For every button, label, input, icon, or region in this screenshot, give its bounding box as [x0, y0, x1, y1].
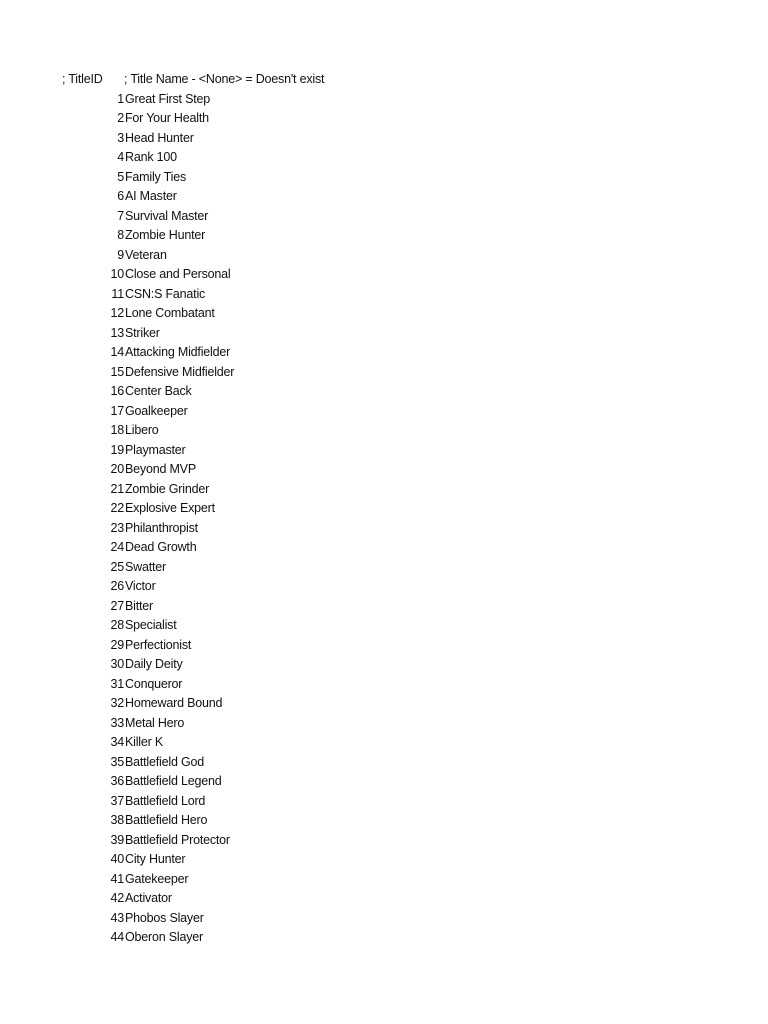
title-name: Family Ties [125, 169, 187, 184]
list-item [0, 246, 768, 266]
list-item [0, 694, 768, 714]
title-id: 44 [110, 930, 124, 944]
list-item [0, 558, 768, 578]
title-name: Survival Master [125, 208, 209, 223]
title-name: Striker [125, 325, 160, 340]
list-item [0, 675, 768, 695]
title-name: Goalkeeper [125, 403, 188, 418]
title-name: Specialist [125, 618, 177, 632]
title-id: 20 [110, 462, 124, 476]
title-name: Libero [125, 423, 159, 437]
list-item [0, 343, 768, 363]
list-item [0, 616, 768, 636]
title-id: 38 [110, 813, 124, 827]
list-item [0, 889, 768, 909]
title-name: CSN:S Fanatic [125, 286, 206, 301]
title-name: Defensive Midfielder [125, 364, 235, 379]
title-name: Battlefield God [125, 754, 204, 769]
title-name: Explosive Expert [125, 501, 215, 515]
title-name: Perfectionist [125, 637, 192, 652]
title-name: Zombie Grinder [125, 481, 210, 496]
list-item [0, 129, 768, 149]
title-name: Attacking Midfielder [125, 345, 231, 359]
title-id: 2 [117, 111, 124, 125]
title-id: 10 [110, 267, 124, 281]
list-item [0, 324, 768, 344]
list-item [0, 811, 768, 831]
list-item [0, 909, 768, 929]
title-id: 31 [110, 676, 124, 691]
title-id: 40 [110, 852, 124, 866]
list-item [0, 499, 768, 519]
title-name: Phobos Slayer [125, 910, 204, 925]
title-name: AI Master [125, 189, 177, 203]
title-id: 35 [110, 754, 124, 769]
title-id: 34 [110, 735, 124, 749]
list-item [0, 148, 768, 168]
list-item [0, 421, 768, 441]
title-name: Battlefield Lord [125, 793, 206, 808]
title-name: Conqueror [125, 676, 183, 691]
list-item [0, 772, 768, 792]
title-name: Rank 100 [125, 150, 177, 164]
header-title-id: ; TitleID [62, 72, 103, 86]
list-item [0, 480, 768, 500]
title-id: 26 [110, 579, 124, 593]
list-item [0, 187, 768, 207]
title-id: 11 [111, 286, 124, 301]
title-name: Dead Growth [125, 540, 197, 554]
title-list [0, 90, 768, 948]
title-name: Killer K [125, 735, 163, 749]
list-item [0, 168, 768, 188]
title-id: 27 [110, 598, 124, 613]
title-name: Metal Hero [125, 715, 185, 730]
list-item [0, 265, 768, 285]
title-id: 15 [110, 364, 124, 379]
list-item [0, 792, 768, 812]
title-name: Daily Deity [125, 657, 183, 671]
title-name: Battlefield Legend [125, 774, 222, 788]
list-item [0, 441, 768, 461]
title-id: 22 [110, 501, 124, 515]
title-id: 41 [110, 871, 124, 886]
list-item [0, 733, 768, 753]
title-id: 6 [117, 189, 124, 203]
title-name: Activator [125, 891, 172, 905]
list-item [0, 753, 768, 773]
title-id: 36 [110, 774, 124, 788]
list-item [0, 597, 768, 617]
title-name: Battlefield Hero [125, 813, 208, 827]
list-item [0, 226, 768, 246]
title-name: Zombie Hunter [125, 228, 206, 242]
title-id: 16 [110, 384, 124, 398]
title-name: Playmaster [125, 442, 186, 457]
list-item [0, 831, 768, 851]
list-item [0, 655, 768, 675]
title-name: Center Back [125, 384, 192, 398]
title-id: 43 [110, 910, 124, 925]
title-name: Swatter [125, 559, 166, 574]
title-id: 3 [117, 130, 124, 145]
title-id: 42 [110, 891, 124, 905]
title-id: 9 [117, 247, 124, 262]
list-item [0, 363, 768, 383]
list-item [0, 285, 768, 305]
title-id: 39 [110, 832, 124, 847]
title-name: Head Hunter [125, 130, 194, 145]
title-name: Bitter [125, 598, 153, 613]
title-id: 8 [117, 228, 124, 242]
list-item [0, 714, 768, 734]
title-id: 17 [110, 403, 124, 418]
title-id: 24 [110, 540, 124, 554]
title-name: Homeward Bound [125, 696, 223, 710]
title-id: 29 [110, 637, 124, 652]
title-name: Philanthropist [125, 520, 198, 535]
header-row [62, 70, 324, 89]
title-id: 12 [110, 306, 124, 320]
title-name: Oberon Slayer [125, 930, 203, 944]
title-name: City Hunter [125, 852, 186, 866]
title-id: 25 [110, 559, 124, 574]
title-id: 5 [117, 169, 124, 184]
list-item [0, 402, 768, 422]
title-id: 13 [110, 325, 124, 340]
title-name: Veteran [125, 247, 167, 262]
title-id: 18 [110, 423, 124, 437]
title-id: 1 [117, 91, 124, 106]
list-item [0, 538, 768, 558]
list-item [0, 460, 768, 480]
title-id: 19 [110, 442, 124, 457]
title-name: Gatekeeper [125, 871, 189, 886]
list-item [0, 90, 768, 110]
title-id: 33 [110, 715, 124, 730]
title-id: 4 [117, 150, 124, 164]
title-id: 37 [110, 793, 124, 808]
title-name: Great First Step [125, 91, 211, 106]
title-id: 28 [110, 618, 124, 632]
list-item [0, 870, 768, 890]
title-id: 21 [110, 481, 124, 496]
title-id: 14 [110, 345, 124, 359]
title-id: 32 [110, 696, 124, 710]
title-id: 23 [110, 520, 124, 535]
title-id: 7 [117, 208, 124, 223]
list-item [0, 928, 768, 948]
title-id: 30 [110, 657, 124, 671]
list-item [0, 207, 768, 227]
list-item [0, 519, 768, 539]
header-title-name: ; Title Name - <None> = Doesn't exist [124, 72, 325, 86]
list-item [0, 850, 768, 870]
title-name: Lone Combatant [125, 306, 215, 320]
list-item [0, 636, 768, 656]
title-name: Beyond MVP [125, 462, 196, 476]
list-item [0, 109, 768, 129]
title-name: Close and Personal [125, 267, 231, 281]
list-item [0, 382, 768, 402]
title-name: Battlefield Protector [125, 832, 230, 847]
list-item [0, 577, 768, 597]
title-name: For Your Health [125, 111, 209, 125]
title-name: Victor [125, 579, 156, 593]
list-item [0, 304, 768, 324]
